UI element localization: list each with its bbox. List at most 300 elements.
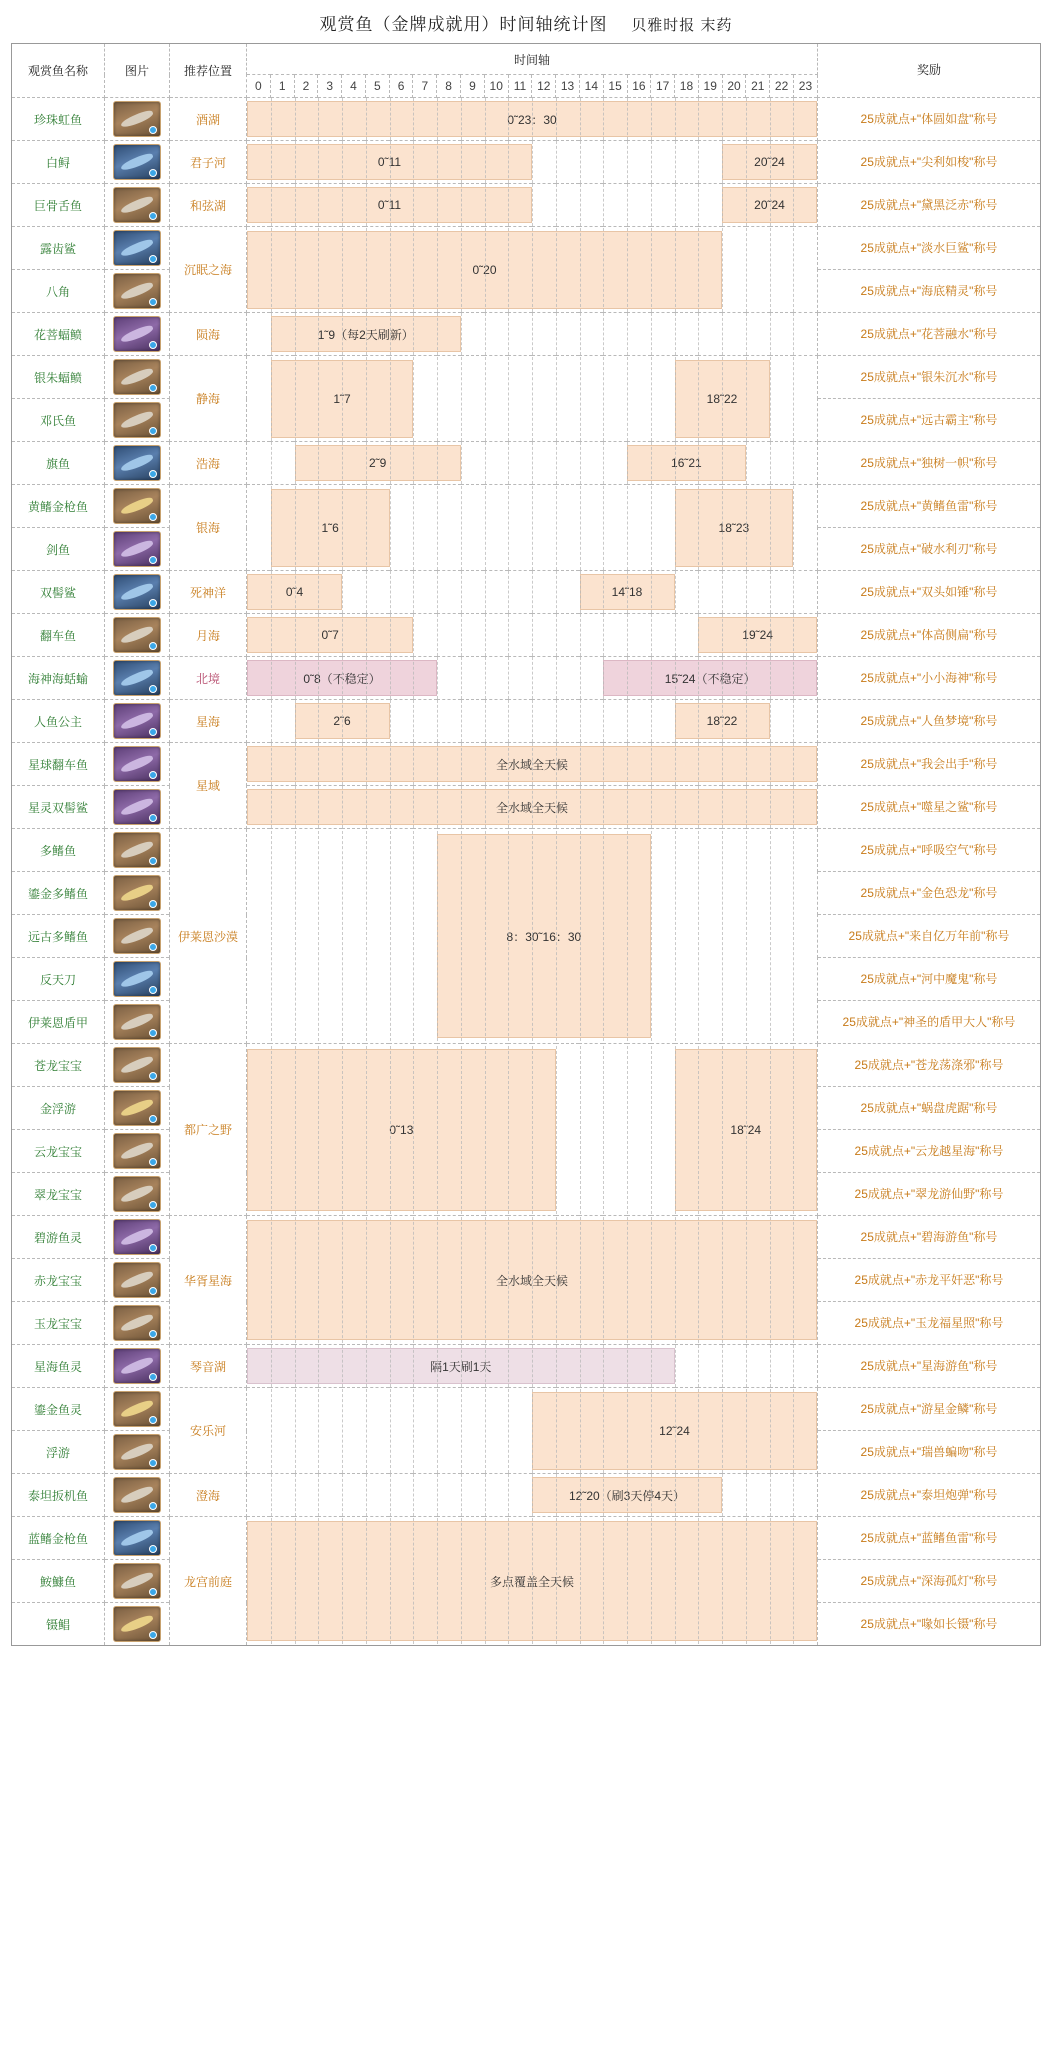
hour-gridline <box>485 313 486 355</box>
fish-name: 鎏金多鳍鱼 <box>12 872 105 915</box>
timeline-cell <box>247 227 818 313</box>
hour-gridline <box>508 700 509 742</box>
timeline-cell <box>247 1388 818 1474</box>
timeline-bar: 2˜6 <box>295 703 390 739</box>
hour-gridline <box>461 313 462 355</box>
timeline-track <box>247 1389 817 1473</box>
timeline-track <box>247 442 817 484</box>
hour-gridline <box>698 184 699 226</box>
fish-image-cell <box>105 1560 170 1603</box>
fish-name: 多鳍鱼 <box>12 829 105 872</box>
fish-thumbnail-icon <box>113 531 161 567</box>
fish-position: 沉眠之海 <box>170 227 247 313</box>
hour-gridline <box>770 228 771 312</box>
hour-gridline <box>603 442 604 484</box>
fish-reward: 25成就点+"花菩融水"称号 <box>818 313 1041 356</box>
timeline-bar: 12˜20（刷3天停4天） <box>532 1477 722 1513</box>
hour-label-7: 7 <box>413 75 437 98</box>
hour-gridline <box>461 571 462 613</box>
fish-name: 黄鳍金枪鱼 <box>12 485 105 528</box>
fish-position: 银海 <box>170 485 247 571</box>
hour-gridline <box>318 1389 319 1473</box>
hour-gridline <box>413 831 414 1041</box>
hour-label-20: 20 <box>722 75 746 98</box>
timeline-cell <box>247 1517 818 1646</box>
title-subtitle: 贝雅时报 末药 <box>631 17 733 34</box>
hour-gridline <box>746 313 747 355</box>
fish-reward: 25成就点+"尖利如梭"称号 <box>818 141 1041 184</box>
timeline-bar: 0˜8（不稳定） <box>247 660 437 696</box>
timeline-track <box>247 1046 817 1214</box>
fish-reward: 25成就点+"破水利刃"称号 <box>818 528 1041 571</box>
fish-name: 赤龙宝宝 <box>12 1259 105 1302</box>
hour-gridline <box>770 442 771 484</box>
hour-gridline <box>318 1474 319 1516</box>
hour-gridline <box>770 700 771 742</box>
hour-gridline <box>532 486 533 570</box>
quality-dot-icon <box>149 341 157 349</box>
fish-image-cell <box>105 227 170 270</box>
hour-gridline <box>295 1474 296 1516</box>
quality-dot-icon <box>149 556 157 564</box>
table-row <box>12 1345 1041 1388</box>
hour-gridline <box>366 1474 367 1516</box>
fish-thumbnail-icon <box>113 445 161 481</box>
fish-name: 鮟鱇鱼 <box>12 1560 105 1603</box>
hour-gridline <box>746 1474 747 1516</box>
fish-name: 白鲟 <box>12 141 105 184</box>
fish-thumbnail-icon <box>113 918 161 954</box>
hour-gridline <box>556 571 557 613</box>
hour-gridline <box>793 313 794 355</box>
fish-name: 星海鱼灵 <box>12 1345 105 1388</box>
fish-reward: 25成就点+"呼吸空气"称号 <box>818 829 1041 872</box>
fish-image-cell <box>105 1087 170 1130</box>
hour-label-3: 3 <box>318 75 342 98</box>
hour-gridline <box>461 657 462 699</box>
fish-name: 蓝鳍金枪鱼 <box>12 1517 105 1560</box>
hour-gridline <box>295 1389 296 1473</box>
fish-name: 星球翻车鱼 <box>12 743 105 786</box>
hour-label-22: 22 <box>770 75 794 98</box>
hour-label-14: 14 <box>579 75 603 98</box>
hour-gridline <box>485 1474 486 1516</box>
quality-dot-icon <box>149 599 157 607</box>
quality-dot-icon <box>149 728 157 736</box>
hour-label-8: 8 <box>437 75 461 98</box>
hour-gridline <box>532 657 533 699</box>
quality-dot-icon <box>149 169 157 177</box>
timeline-track <box>247 228 817 312</box>
timeline-cell <box>247 1474 818 1517</box>
quality-dot-icon <box>149 1545 157 1553</box>
table-row <box>12 1517 1041 1560</box>
quality-dot-icon <box>149 1588 157 1596</box>
hour-gridline <box>651 313 652 355</box>
hour-gridline <box>698 571 699 613</box>
fish-reward: 25成就点+"碧海游鱼"称号 <box>818 1216 1041 1259</box>
hour-gridline <box>532 571 533 613</box>
timeline-track <box>247 786 817 828</box>
table-row <box>12 1388 1041 1431</box>
fish-image-cell <box>105 1431 170 1474</box>
table-row <box>12 1044 1041 1087</box>
hour-gridline <box>318 831 319 1041</box>
hour-gridline <box>651 614 652 656</box>
hour-gridline <box>556 313 557 355</box>
hour-gridline <box>437 357 438 441</box>
hour-gridline <box>603 700 604 742</box>
fish-reward: 25成就点+"翠龙游仙野"称号 <box>818 1173 1041 1216</box>
timeline-bar: 18˜24 <box>675 1049 818 1211</box>
quality-dot-icon <box>149 986 157 994</box>
hour-gridline <box>793 442 794 484</box>
fish-reward: 25成就点+"体圆如盘"称号 <box>818 98 1041 141</box>
hour-gridline <box>793 228 794 312</box>
hour-gridline <box>461 486 462 570</box>
fish-reward: 25成就点+"泰坦炮弹"称号 <box>818 1474 1041 1517</box>
fish-thumbnail-icon <box>113 101 161 137</box>
hour-gridline <box>580 184 581 226</box>
table-row <box>12 657 1041 700</box>
quality-dot-icon <box>149 685 157 693</box>
hour-gridline <box>342 831 343 1041</box>
hour-gridline <box>698 831 699 1041</box>
fish-position: 星海 <box>170 700 247 743</box>
quality-dot-icon <box>149 298 157 306</box>
fish-position: 华胥星海 <box>170 1216 247 1345</box>
fish-reward: 25成就点+"独树一帜"称号 <box>818 442 1041 485</box>
hour-gridline <box>722 313 723 355</box>
hour-gridline <box>508 614 509 656</box>
hour-label-16: 16 <box>627 75 651 98</box>
timeline-track <box>247 357 817 441</box>
fish-name: 邓氏鱼 <box>12 399 105 442</box>
hour-gridline <box>532 357 533 441</box>
fish-position: 和弦湖 <box>170 184 247 227</box>
fish-reward: 25成就点+"人鱼梦境"称号 <box>818 700 1041 743</box>
timeline-bar: 12˜24 <box>532 1392 817 1470</box>
hour-gridline <box>793 1345 794 1387</box>
quality-dot-icon <box>149 1373 157 1381</box>
hour-gridline <box>508 1389 509 1473</box>
hour-label-2: 2 <box>294 75 318 98</box>
fish-name: 银朱蝠鲼 <box>12 356 105 399</box>
timeline-bar: 全水域全天候 <box>247 746 817 782</box>
timeline-bar: 0˜13 <box>247 1049 556 1211</box>
fish-name: 碧游鱼灵 <box>12 1216 105 1259</box>
fish-thumbnail-icon <box>113 488 161 524</box>
timeline-bar: 18˜22 <box>675 703 770 739</box>
table-row <box>12 184 1041 227</box>
fish-thumbnail-icon <box>113 1176 161 1212</box>
timeline-bar: 18˜22 <box>675 360 770 438</box>
hour-label-13: 13 <box>556 75 580 98</box>
fish-reward: 25成就点+"蓝鳍鱼雷"称号 <box>818 1517 1041 1560</box>
hour-gridline <box>532 700 533 742</box>
col-header-name: 观赏鱼名称 <box>12 44 105 98</box>
hour-gridline <box>580 486 581 570</box>
hour-gridline <box>532 184 533 226</box>
table-row <box>12 313 1041 356</box>
fish-name: 星灵双髻鲨 <box>12 786 105 829</box>
timeline-cell <box>247 829 818 1044</box>
hour-gridline <box>770 571 771 613</box>
timeline-bar: 多点覆盖全天候 <box>247 1521 817 1641</box>
hour-gridline <box>722 228 723 312</box>
hour-gridline <box>295 831 296 1041</box>
hour-gridline <box>271 700 272 742</box>
hour-gridline <box>413 1474 414 1516</box>
hour-gridline <box>651 141 652 183</box>
table-row <box>12 786 1041 829</box>
hour-gridline <box>603 614 604 656</box>
hour-gridline <box>746 571 747 613</box>
fish-thumbnail-icon <box>113 1219 161 1255</box>
timeline-bar: 1˜7 <box>271 360 414 438</box>
fish-name: 泰坦扳机鱼 <box>12 1474 105 1517</box>
timeline-track <box>247 700 817 742</box>
timeline-cell <box>247 571 818 614</box>
timeline-bar: 14˜18 <box>580 574 675 610</box>
fish-image-cell <box>105 98 170 141</box>
hour-gridline <box>390 831 391 1041</box>
quality-dot-icon <box>149 126 157 134</box>
hour-gridline <box>532 442 533 484</box>
table-body <box>12 98 1041 1646</box>
hour-gridline <box>342 1389 343 1473</box>
hour-gridline <box>722 571 723 613</box>
table-row <box>12 442 1041 485</box>
hour-gridline <box>580 614 581 656</box>
hour-gridline <box>675 141 676 183</box>
hour-gridline <box>556 357 557 441</box>
timeline-cell <box>247 313 818 356</box>
hour-gridline <box>390 1389 391 1473</box>
hour-gridline <box>603 184 604 226</box>
hour-gridline <box>532 313 533 355</box>
hour-gridline <box>698 141 699 183</box>
fish-position: 月海 <box>170 614 247 657</box>
timeline-cell <box>247 98 818 141</box>
fish-image-cell <box>105 614 170 657</box>
fish-image-cell <box>105 356 170 399</box>
hour-gridline <box>793 1474 794 1516</box>
quality-dot-icon <box>149 642 157 650</box>
hour-gridline <box>413 1389 414 1473</box>
fish-name: 翠龙宝宝 <box>12 1173 105 1216</box>
timeline-bar: 15˜24（不稳定） <box>603 660 817 696</box>
quality-dot-icon <box>149 1631 157 1639</box>
hour-gridline <box>271 442 272 484</box>
quality-dot-icon <box>149 212 157 220</box>
fish-image-cell <box>105 442 170 485</box>
hour-gridline <box>675 1345 676 1387</box>
hour-gridline <box>390 1474 391 1516</box>
fish-image-cell <box>105 1474 170 1517</box>
hour-gridline <box>437 700 438 742</box>
hour-gridline <box>413 614 414 656</box>
hour-gridline <box>770 1474 771 1516</box>
quality-dot-icon <box>149 1072 157 1080</box>
quality-dot-icon <box>149 513 157 521</box>
hour-gridline <box>746 1345 747 1387</box>
fish-thumbnail-icon <box>113 316 161 352</box>
fish-thumbnail-icon <box>113 1434 161 1470</box>
hour-gridline <box>556 614 557 656</box>
fish-name: 花菩蝠鲼 <box>12 313 105 356</box>
hour-gridline <box>603 486 604 570</box>
hour-label-21: 21 <box>746 75 770 98</box>
fish-thumbnail-icon <box>113 875 161 911</box>
hour-gridline <box>722 1345 723 1387</box>
fish-position: 浩海 <box>170 442 247 485</box>
fish-thumbnail-icon <box>113 359 161 395</box>
col-header-image: 图片 <box>105 44 170 98</box>
timeline-cell <box>247 786 818 829</box>
quality-dot-icon <box>149 1459 157 1467</box>
fish-thumbnail-icon <box>113 1047 161 1083</box>
timeline-bar: 0˜4 <box>247 574 342 610</box>
table-head <box>12 44 1041 98</box>
fish-reward: 25成就点+"玉龙福星照"称号 <box>818 1302 1041 1345</box>
hour-gridline <box>508 571 509 613</box>
fish-thumbnail-icon <box>113 1090 161 1126</box>
hour-gridline <box>366 1389 367 1473</box>
hour-label-10: 10 <box>484 75 508 98</box>
fish-name: 伊莱恩盾甲 <box>12 1001 105 1044</box>
fish-image-cell <box>105 313 170 356</box>
hour-gridline <box>675 831 676 1041</box>
fish-position: 北境 <box>170 657 247 700</box>
fish-thumbnail-icon <box>113 402 161 438</box>
hour-gridline <box>675 313 676 355</box>
quality-dot-icon <box>149 384 157 392</box>
fish-reward: 25成就点+"苍龙荡涤邪"称号 <box>818 1044 1041 1087</box>
hour-gridline <box>485 614 486 656</box>
fish-image-cell <box>105 141 170 184</box>
table-row <box>12 141 1041 184</box>
fish-reward: 25成就点+"来自亿万年前"称号 <box>818 915 1041 958</box>
hour-label-19: 19 <box>698 75 722 98</box>
hour-gridline <box>580 700 581 742</box>
fish-image-cell <box>105 1302 170 1345</box>
timeline-track <box>247 98 817 140</box>
hour-gridline <box>580 1046 581 1214</box>
hour-gridline <box>770 1345 771 1387</box>
hour-gridline <box>437 614 438 656</box>
quality-dot-icon <box>149 1115 157 1123</box>
fish-name: 苍龙宝宝 <box>12 1044 105 1087</box>
fish-position: 澄海 <box>170 1474 247 1517</box>
fish-reward: 25成就点+"黛黑泛赤"称号 <box>818 184 1041 227</box>
fish-thumbnail-icon <box>113 1563 161 1599</box>
timeline-cell <box>247 442 818 485</box>
table-row <box>12 829 1041 872</box>
timeline-cell <box>247 1044 818 1216</box>
fish-image-cell <box>105 915 170 958</box>
hour-gridline <box>627 1046 628 1214</box>
timeline-bar: 1˜9（每2天刷新） <box>271 316 461 352</box>
quality-dot-icon <box>149 814 157 822</box>
hour-gridline <box>390 486 391 570</box>
hour-gridline <box>413 571 414 613</box>
hour-gridline <box>532 614 533 656</box>
quality-dot-icon <box>149 1244 157 1252</box>
quality-dot-icon <box>149 943 157 951</box>
table-row <box>12 614 1041 657</box>
hour-label-12: 12 <box>532 75 556 98</box>
hour-gridline <box>603 313 604 355</box>
hour-gridline <box>627 141 628 183</box>
hour-gridline <box>413 700 414 742</box>
fish-image-cell <box>105 958 170 1001</box>
timeline-cell <box>247 657 818 700</box>
hour-gridline <box>508 1474 509 1516</box>
fish-name: 远古多鳍鱼 <box>12 915 105 958</box>
title-main: 观赏鱼（金牌成就用）时间轴统计图 <box>319 15 608 34</box>
hour-gridline <box>556 700 557 742</box>
quality-dot-icon <box>149 1201 157 1209</box>
timeline-bar: 全水域全天候 <box>247 1220 817 1340</box>
hour-gridline <box>651 486 652 570</box>
hour-label-5: 5 <box>365 75 389 98</box>
fish-reward: 25成就点+"星海游鱼"称号 <box>818 1345 1041 1388</box>
fish-thumbnail-icon <box>113 832 161 868</box>
table-row <box>12 485 1041 528</box>
timeline-track <box>247 831 817 1041</box>
hour-gridline <box>508 313 509 355</box>
timeline-bar: 2˜9 <box>295 445 461 481</box>
fish-image-cell <box>105 743 170 786</box>
fish-name: 人鱼公主 <box>12 700 105 743</box>
header-row-1 <box>12 44 1041 75</box>
fish-name: 镊鲳 <box>12 1603 105 1646</box>
hour-gridline <box>603 357 604 441</box>
fish-position: 君子河 <box>170 141 247 184</box>
fish-name: 海神海蛞蝓 <box>12 657 105 700</box>
fish-position: 安乐河 <box>170 1388 247 1474</box>
table-row <box>12 1216 1041 1259</box>
hour-gridline <box>485 442 486 484</box>
fish-reward: 25成就点+"游星金鳞"称号 <box>818 1388 1041 1431</box>
hour-gridline <box>437 1389 438 1473</box>
fish-name: 露齿鲨 <box>12 227 105 270</box>
quality-dot-icon <box>149 1502 157 1510</box>
fish-position: 琴音湖 <box>170 1345 247 1388</box>
hour-gridline <box>675 614 676 656</box>
fish-name: 巨骨舌鱼 <box>12 184 105 227</box>
fish-thumbnail-icon <box>113 617 161 653</box>
hour-gridline <box>627 184 628 226</box>
table-row <box>12 1474 1041 1517</box>
hour-gridline <box>698 313 699 355</box>
fish-image-cell <box>105 1517 170 1560</box>
col-header-position: 推荐位置 <box>170 44 247 98</box>
fish-thumbnail-icon <box>113 1133 161 1169</box>
hour-gridline <box>508 486 509 570</box>
fish-image-cell <box>105 1044 170 1087</box>
fish-reward: 25成就点+"河中魔鬼"称号 <box>818 958 1041 1001</box>
fish-thumbnail-icon <box>113 273 161 309</box>
timeline-bar: 0˜11 <box>247 187 532 223</box>
fish-thumbnail-icon <box>113 1606 161 1642</box>
hour-gridline <box>651 357 652 441</box>
timeline-cell <box>247 1345 818 1388</box>
fish-image-cell <box>105 571 170 614</box>
hour-gridline <box>746 442 747 484</box>
fish-name: 旗鱼 <box>12 442 105 485</box>
